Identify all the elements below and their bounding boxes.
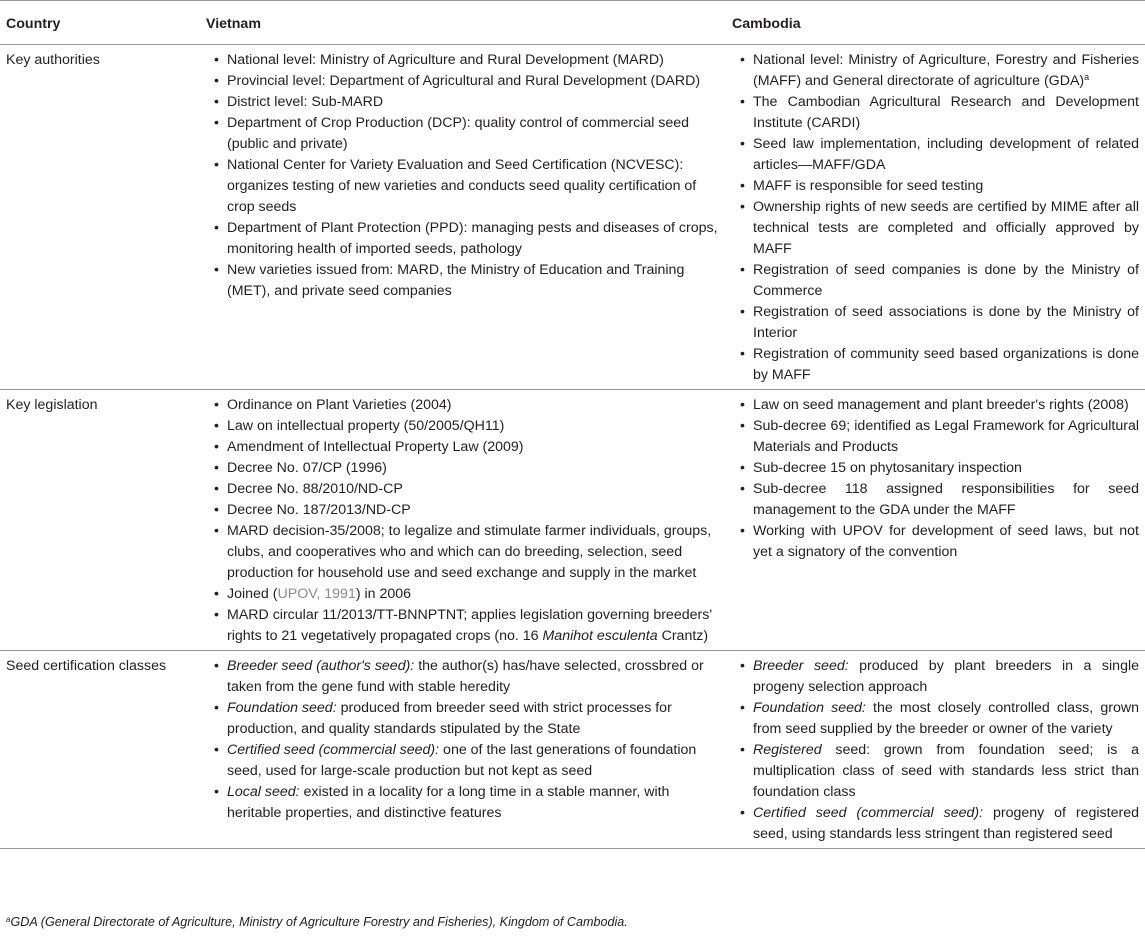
list-item: • Sub-decree 118 assigned responsibilities for seed management to the GDA under the MAFF	[740, 479, 1139, 521]
vietnam-cell	[200, 390, 726, 651]
list-item: • Department of Crop Production (DCP): quality control of commercial seed (public and private)	[214, 113, 720, 155]
table-row	[0, 651, 1145, 849]
footnote-mark: a	[6, 915, 11, 924]
vietnam-cell	[200, 651, 726, 849]
list-item: • National level: Ministry of Agriculture and Rural Development (MARD)	[214, 50, 720, 71]
list-item-text: Crantz)	[657, 628, 709, 644]
list-item: • Provincial level: Department of Agricultural and Rural Development (DARD)	[214, 71, 720, 92]
list-item-text: produced by plant breeders in a single progeny selection approach	[753, 658, 1139, 695]
row-label: Seed certification classes	[0, 651, 200, 849]
list-item: • Decree No. 187/2013/ND-CP	[214, 500, 720, 521]
list-item-text: National level: Ministry of Agriculture, Forestry and Fisheries (MAFF) and General directorate of agriculture (GDA)	[753, 52, 1139, 89]
table-footnote	[6, 915, 628, 929]
list-item: • Sub-decree 69; identified as Legal Framework for Agricultural Materials and Products	[740, 416, 1139, 458]
list-item-text: produced from breeder seed with strict processes for production, and quality standards stipulated by the State	[227, 700, 672, 737]
list-item	[214, 698, 720, 740]
list-item	[214, 605, 720, 647]
list-item: • MAFF is responsible for seed testing	[740, 176, 1139, 197]
list-item-text: the author(s) has/have selected, crossbred or taken from the gene fund with stable heredity	[227, 658, 704, 695]
list-item	[740, 50, 1139, 92]
list-item: • Department of Plant Protection (PPD): managing pests and diseases of crops, monitoring health of imported seeds, pathology	[214, 218, 720, 260]
list-item: • National Center for Variety Evaluation and Seed Certification (NCVESC): organizes testing of new varieties and conducts seed quality certification of crop seeds	[214, 155, 720, 218]
list-item-text: one of the last generations of foundation seed, used for large-scale production but not kept as seed	[227, 742, 697, 779]
cambodia-cell	[726, 651, 1145, 849]
species-name: Manihot esculenta	[542, 628, 658, 644]
cambodia-cell	[726, 390, 1145, 651]
list-item: • New varieties issued from: MARD, the Ministry of Education and Training (MET), and private seed companies	[214, 260, 720, 302]
header-cambodia: Cambodia	[726, 1, 1145, 45]
list-item: • Law on intellectual property (50/2005/QH11)	[214, 416, 720, 437]
list-item	[214, 656, 720, 698]
cambodia-cell	[726, 45, 1145, 390]
footnote-mark: a	[1084, 72, 1090, 82]
list-item-text: seed: grown from foundation seed; is a multiplication class of seed with standards less strict than foundation class	[753, 742, 1139, 800]
header-vietnam: Vietnam	[200, 1, 726, 45]
list-item: • District level: Sub-MARD	[214, 92, 720, 113]
list-item: • Ordinance on Plant Varieties (2004)	[214, 395, 720, 416]
list-item: • Decree No. 88/2010/ND-CP	[214, 479, 720, 500]
list-item	[214, 782, 720, 824]
list-item-text: Joined (	[227, 586, 278, 602]
row-label: Key authorities	[0, 45, 200, 390]
list-item: • Ownership rights of new seeds are certified by MIME after all technical tests are completed and officially approved by MAFF	[740, 197, 1139, 260]
list-item: • Amendment of Intellectual Property Law (2009)	[214, 437, 720, 458]
list-item	[214, 584, 720, 605]
list-item: • MARD decision-35/2008; to legalize and stimulate farmer individuals, groups, clubs, and cooperatives who and which can do breeding, selection, seed production for household use and seed exchange and supply in the market	[214, 521, 720, 584]
list-item: • Registration of community seed based organizations is done by MAFF	[740, 344, 1139, 386]
seed-class-term: Foundation seed:	[753, 700, 866, 716]
list-item: • Sub-decree 15 on phytosanitary inspection	[740, 458, 1139, 479]
list-item-text: the most closely controlled class, grown from seed supplied by the breeder or owner of the variety	[753, 700, 1139, 737]
upov-citation-link[interactable]: UPOV, 1991	[277, 586, 356, 602]
seed-class-term: Certified seed (commercial seed):	[227, 742, 440, 758]
list-item-text: MARD circular 11/2013/TT-BNNPTNT; applies legislation governing breeders' rights to 21 vegetatively propagated crops (no. 16	[227, 607, 713, 644]
seed-class-term: Breeder seed:	[753, 658, 849, 674]
seed-class-term: Certified seed (commercial seed):	[753, 805, 984, 821]
seed-class-term: Foundation seed:	[227, 700, 337, 716]
list-item: • Law on seed management and plant breeder's rights (2008)	[740, 395, 1139, 416]
list-item	[214, 740, 720, 782]
table-row	[0, 390, 1145, 651]
list-item	[740, 740, 1139, 803]
list-item: • Seed law implementation, including development of related articles—MAFF/GDA	[740, 134, 1139, 176]
list-item: • Working with UPOV for development of seed laws, but not yet a signatory of the convention	[740, 521, 1139, 563]
list-item	[740, 656, 1139, 698]
seed-class-term: Registered	[753, 742, 822, 758]
list-item: • Registration of seed associations is done by the Ministry of Interior	[740, 302, 1139, 344]
list-item-text: ) in 2006	[355, 586, 412, 602]
list-item: • Registration of seed companies is done by the Ministry of Commerce	[740, 260, 1139, 302]
header-country: Country	[0, 1, 200, 45]
list-item: • The Cambodian Agricultural Research and Development Institute (CARDI)	[740, 92, 1139, 134]
list-item	[740, 803, 1139, 845]
list-item	[740, 698, 1139, 740]
seed-class-term: Breeder seed (author's seed):	[227, 658, 415, 674]
table-row	[0, 45, 1145, 390]
header-row	[0, 1, 1145, 45]
vietnam-cell	[200, 45, 726, 390]
list-item: • Decree No. 07/CP (1996)	[214, 458, 720, 479]
list-item-text: progeny of registered seed, using standards less stringent than registered seed	[753, 805, 1139, 842]
footnote-text: GDA (General Directorate of Agriculture, Ministry of Agriculture Forestry and Fisheries), Kingdom of Cambodia.	[10, 915, 628, 929]
row-label: Key legislation	[0, 390, 200, 651]
list-item-text: existed in a locality for a long time in a stable manner, with heritable properties, and distinctive features	[227, 784, 670, 821]
seed-class-term: Local seed:	[227, 784, 300, 800]
